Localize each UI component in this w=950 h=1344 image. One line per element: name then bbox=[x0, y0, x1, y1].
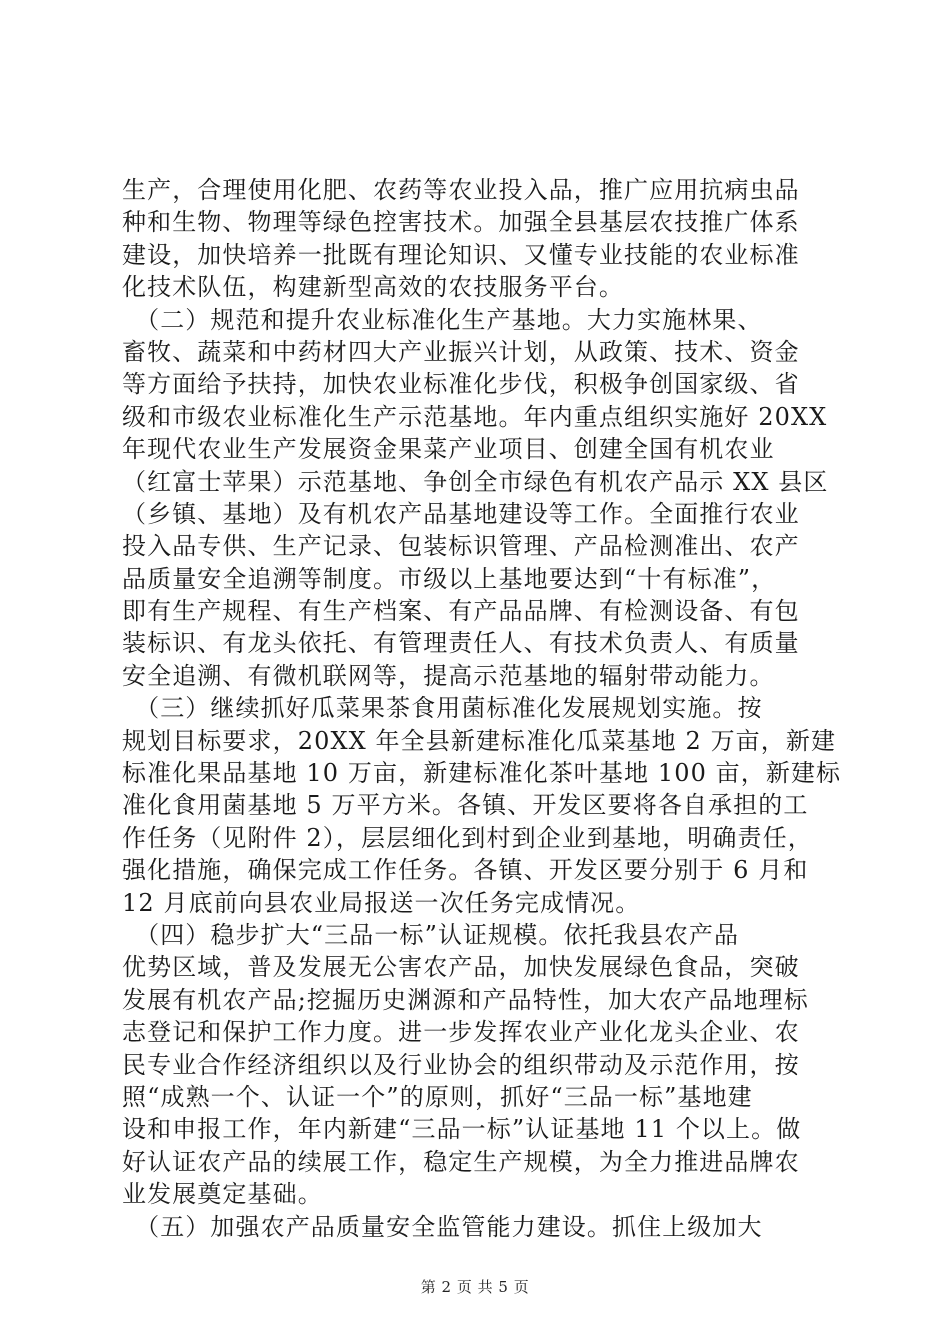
text-line: 化技术队伍，构建新型高效的农技服务平台。 bbox=[122, 273, 624, 302]
paragraph-heading-line: （三）继续抓好瓜菜果茶食用菌标准化发展规划实施。按 bbox=[122, 694, 763, 723]
text-line: 即有生产规程、有生产档案、有产品品牌、有检测设备、有包 bbox=[122, 597, 800, 626]
text-line: 等方面给予扶持，加快农业标准化步伐，积极争创国家级、省 bbox=[122, 370, 800, 399]
text-line: 畜牧、蔬菜和中药材四大产业振兴计划，从政策、技术、资金 bbox=[122, 337, 800, 366]
text-line: 标准化果品基地 10 万亩，新建标准化茶叶基地 100 亩，新建标 bbox=[122, 759, 842, 788]
text-line: 生产，合理使用化肥、农药等农业投入品，推广应用抗病虫品 bbox=[122, 176, 800, 204]
text-line: 发展有机农产品;挖掘历史渊源和产品特性，加大农产品地理标 bbox=[122, 985, 809, 1014]
text-line: 级和市级农业标准化生产示范基地。年内重点组织实施好 20XX bbox=[122, 402, 828, 431]
text-line: 设和申报工作，年内新建“三品一标”认证基地 11 个以上。做 bbox=[122, 1115, 802, 1144]
paragraph-heading-line: （二）规范和提升农业标准化生产基地。大力实施林果、 bbox=[122, 305, 763, 334]
text-line: （乡镇、基地）及有机农产品基地建设等工作。全面推行农业 bbox=[122, 499, 800, 528]
text-line: （红富士苹果）示范基地、争创全市绿色有机农产品示 XX 县区 bbox=[122, 467, 829, 496]
text-line: 建设，加快培养一批既有理论知识、又懂专业技能的农业标准 bbox=[122, 240, 800, 269]
text-line: 种和生物、物理等绿色控害技术。加强全县基层农技推广体系 bbox=[122, 208, 800, 237]
text-line: 强化措施，确保完成工作任务。各镇、开发区要分别于 6 月和 bbox=[122, 856, 809, 885]
document-body bbox=[122, 174, 842, 1243]
page-number-footer: 第 2 页 共 5 页 bbox=[420, 1278, 530, 1296]
text-line: 照“成熟一个、认证一个”的原则，抓好“三品一标”基地建 bbox=[122, 1082, 753, 1111]
text-line: 志登记和保护工作力度。进一步发挥农业产业化龙头企业、农 bbox=[122, 1018, 800, 1047]
paragraph-heading-line: （四）稳步扩大“三品一标”认证规模。依托我县农产品 bbox=[122, 920, 740, 949]
text-line: 业发展奠定基础。 bbox=[122, 1180, 323, 1209]
text-line: 民专业合作经济组织以及行业协会的组织带动及示范作用，按 bbox=[122, 1050, 800, 1079]
paragraph-heading-line: （五）加强农产品质量安全监管能力建设。抓住上级加大 bbox=[122, 1212, 763, 1241]
text-line: 装标识、有龙头依托、有管理责任人、有技术负责人、有质量 bbox=[122, 629, 800, 658]
text-line: 作任务（见附件 2），层层细化到村到企业到基地，明确责任， bbox=[122, 823, 813, 852]
text-line: 年现代农业生产发展资金果菜产业项目、创建全国有机农业 bbox=[122, 435, 775, 464]
text-line: 优势区域，普及发展无公害农产品，加快发展绿色食品，突破 bbox=[122, 953, 800, 982]
text-line: 投入品专供、生产记录、包装标识管理、产品检测准出、农产 bbox=[122, 532, 800, 561]
text-line: 规划目标要求，20XX 年全县新建标准化瓜菜基地 2 万亩，新建 bbox=[122, 726, 837, 755]
text-line: 好认证农产品的续展工作，稳定生产规模，为全力推进品牌农 bbox=[122, 1147, 800, 1176]
text-line: 品质量安全追溯等制度。市级以上基地要达到“十有标准”， bbox=[122, 564, 777, 593]
text-line: 安全追溯、有微机联网等，提高示范基地的辐射带动能力。 bbox=[122, 661, 775, 690]
text-line: 12 月底前向县农业局报送一次任务完成情况。 bbox=[122, 888, 641, 917]
text-line: 准化食用菌基地 5 万平方米。各镇、开发区要将各自承担的工 bbox=[122, 791, 809, 820]
